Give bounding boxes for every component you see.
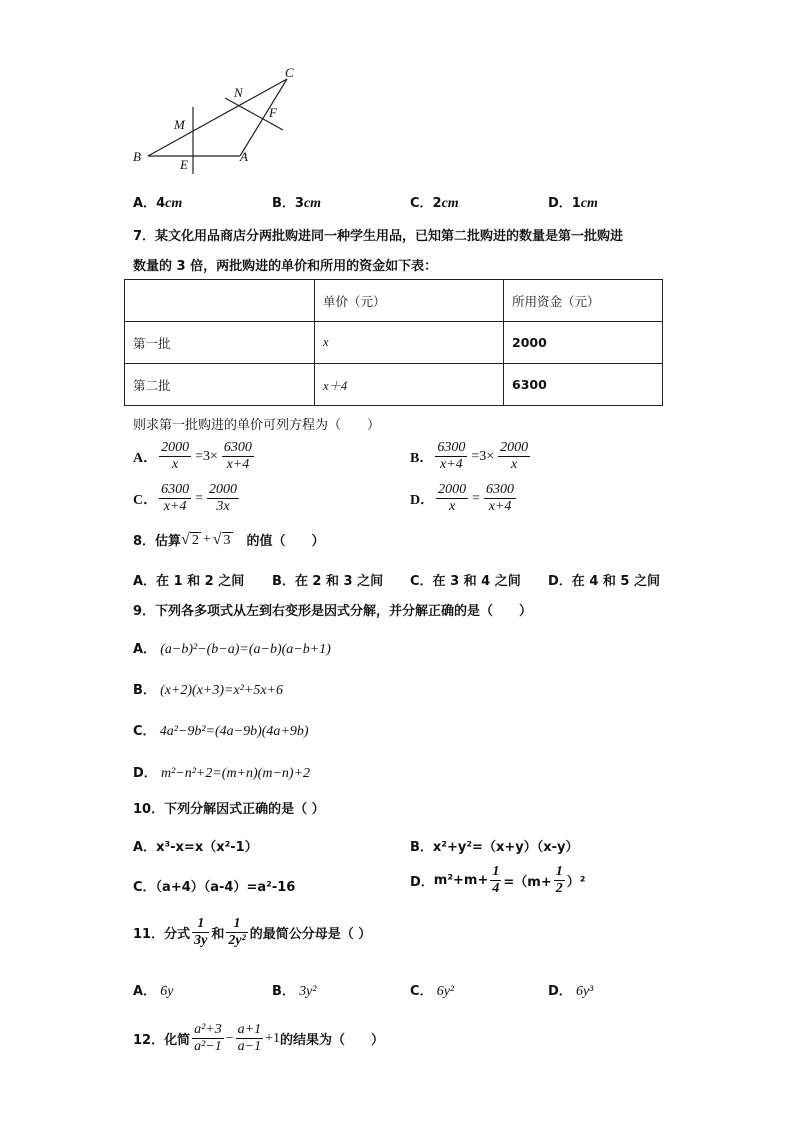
q8-option-a: A．在 1 和 2 之间 <box>133 574 245 589</box>
q6-option-b: B．3cm <box>272 196 322 211</box>
table-header-cell: 所用资金（元） <box>504 280 663 322</box>
table-cell: 第一批 <box>125 322 315 364</box>
q11-option-b: B． 3y² <box>272 984 317 999</box>
label-c: C <box>285 65 294 80</box>
table-cell: x＋4 <box>315 364 504 406</box>
q9-option-d: D． m²−n²+2=(m+n)(m−n)+2 <box>133 766 310 781</box>
q9-option-a: A． (a−b)²−(b−a)=(a−b)(a−b+1) <box>133 642 331 657</box>
q10-question: 10．下列分解因式正确的是（ ） <box>133 802 325 817</box>
q6-option-c: C．2cm <box>410 196 459 211</box>
q10-option-c: C．（a+4）（a-4）=a²-16 <box>133 880 296 895</box>
q7-text-line2: 数量的 3 倍，两批购进的单价和所用的资金如下表： <box>133 259 438 274</box>
label-b: B <box>133 149 141 164</box>
q10-option-a: A．x³-x=x（x²-1） <box>133 840 258 855</box>
table-row <box>125 364 663 406</box>
q8-option-b: B．在 2 和 3 之间 <box>272 574 384 589</box>
table-header-row <box>125 280 663 322</box>
q7-option-a: A． $\frac{2000}{x}$ =3× $\frac{6300}{x+4}$ <box>133 440 252 472</box>
q9-question: 9．下列各多项式从左到右变形是因式分解，并分解正确的是（ ） <box>133 604 533 619</box>
table-header-cell <box>125 280 315 322</box>
q8-option-c: C．在 3 和 4 之间 <box>410 574 521 589</box>
table-cell: 6300 <box>504 364 663 406</box>
q6-option-a: A．4cm <box>133 196 183 211</box>
table-row <box>125 322 663 364</box>
q10-option-d: D． m²+m+ $\frac{1}{4}$ =（m+ $\frac{1}{2}$ ）² <box>410 864 586 896</box>
q11-option-a: A． 6y <box>133 984 174 999</box>
q10-option-b: B．x²+y²=（x+y）（x-y） <box>410 840 579 855</box>
q12-question: 12．化简 $\frac{\text{a²+3}}{\text{a²−1}}$ − $\frac{a+1}{a-1}$ +1 的结果为（ ） <box>133 1022 385 1054</box>
label-m: M <box>174 117 185 132</box>
q11-option-c: C． 6y² <box>410 984 455 999</box>
table-cell: 第二批 <box>125 364 315 406</box>
q11-question: 11．分式 $\frac{1}{3y}$ 和 $\frac{1}{\text{2y²}}$ 的最简公分母是（ ） <box>133 916 372 948</box>
q11-option-d: D． 6y³ <box>548 984 594 999</box>
q7-text-line1: 7．某文化用品商店分两批购进同一种学生用品，已知第二批购进的数量是第一批购进 <box>133 229 624 244</box>
q6-option-d: D．1cm <box>548 196 598 211</box>
label-a: A <box>240 149 248 164</box>
label-f: F <box>269 105 277 120</box>
table-cell: x <box>315 322 504 364</box>
table-cell: 2000 <box>504 322 663 364</box>
segment-bc <box>148 79 287 156</box>
label-n: N <box>234 85 243 100</box>
segment-ac <box>240 79 287 156</box>
table-header-cell: 单价（元） <box>315 280 504 322</box>
price-table <box>124 279 663 406</box>
q7-option-b: B． $\frac{6300}{x+4}$ =3× $\frac{2000}{x}$ <box>410 440 529 472</box>
q9-option-b: B． (x+2)(x+3)=x²+5x+6 <box>133 683 283 698</box>
label-e: E <box>180 157 188 172</box>
triangle-figure <box>125 62 315 177</box>
q8-option-d: D．在 4 和 5 之间 <box>548 574 660 589</box>
q7-option-c: C． $\frac{6300}{x+4}$ = $\frac{2000}{3x}$ <box>133 482 238 514</box>
q9-option-c: C． 4a²−9b²=(4a−9b)(4a+9b) <box>133 724 309 739</box>
q7-option-d: D． $\frac{2000}{x}$ = $\frac{6300}{x+4}$ <box>410 482 515 514</box>
q8-question: 8．估算 √ 2 + √ 3 的值（ ） <box>133 530 325 549</box>
q7-question: 则求第一批购进的单价可列方程为（ ） <box>133 418 381 433</box>
